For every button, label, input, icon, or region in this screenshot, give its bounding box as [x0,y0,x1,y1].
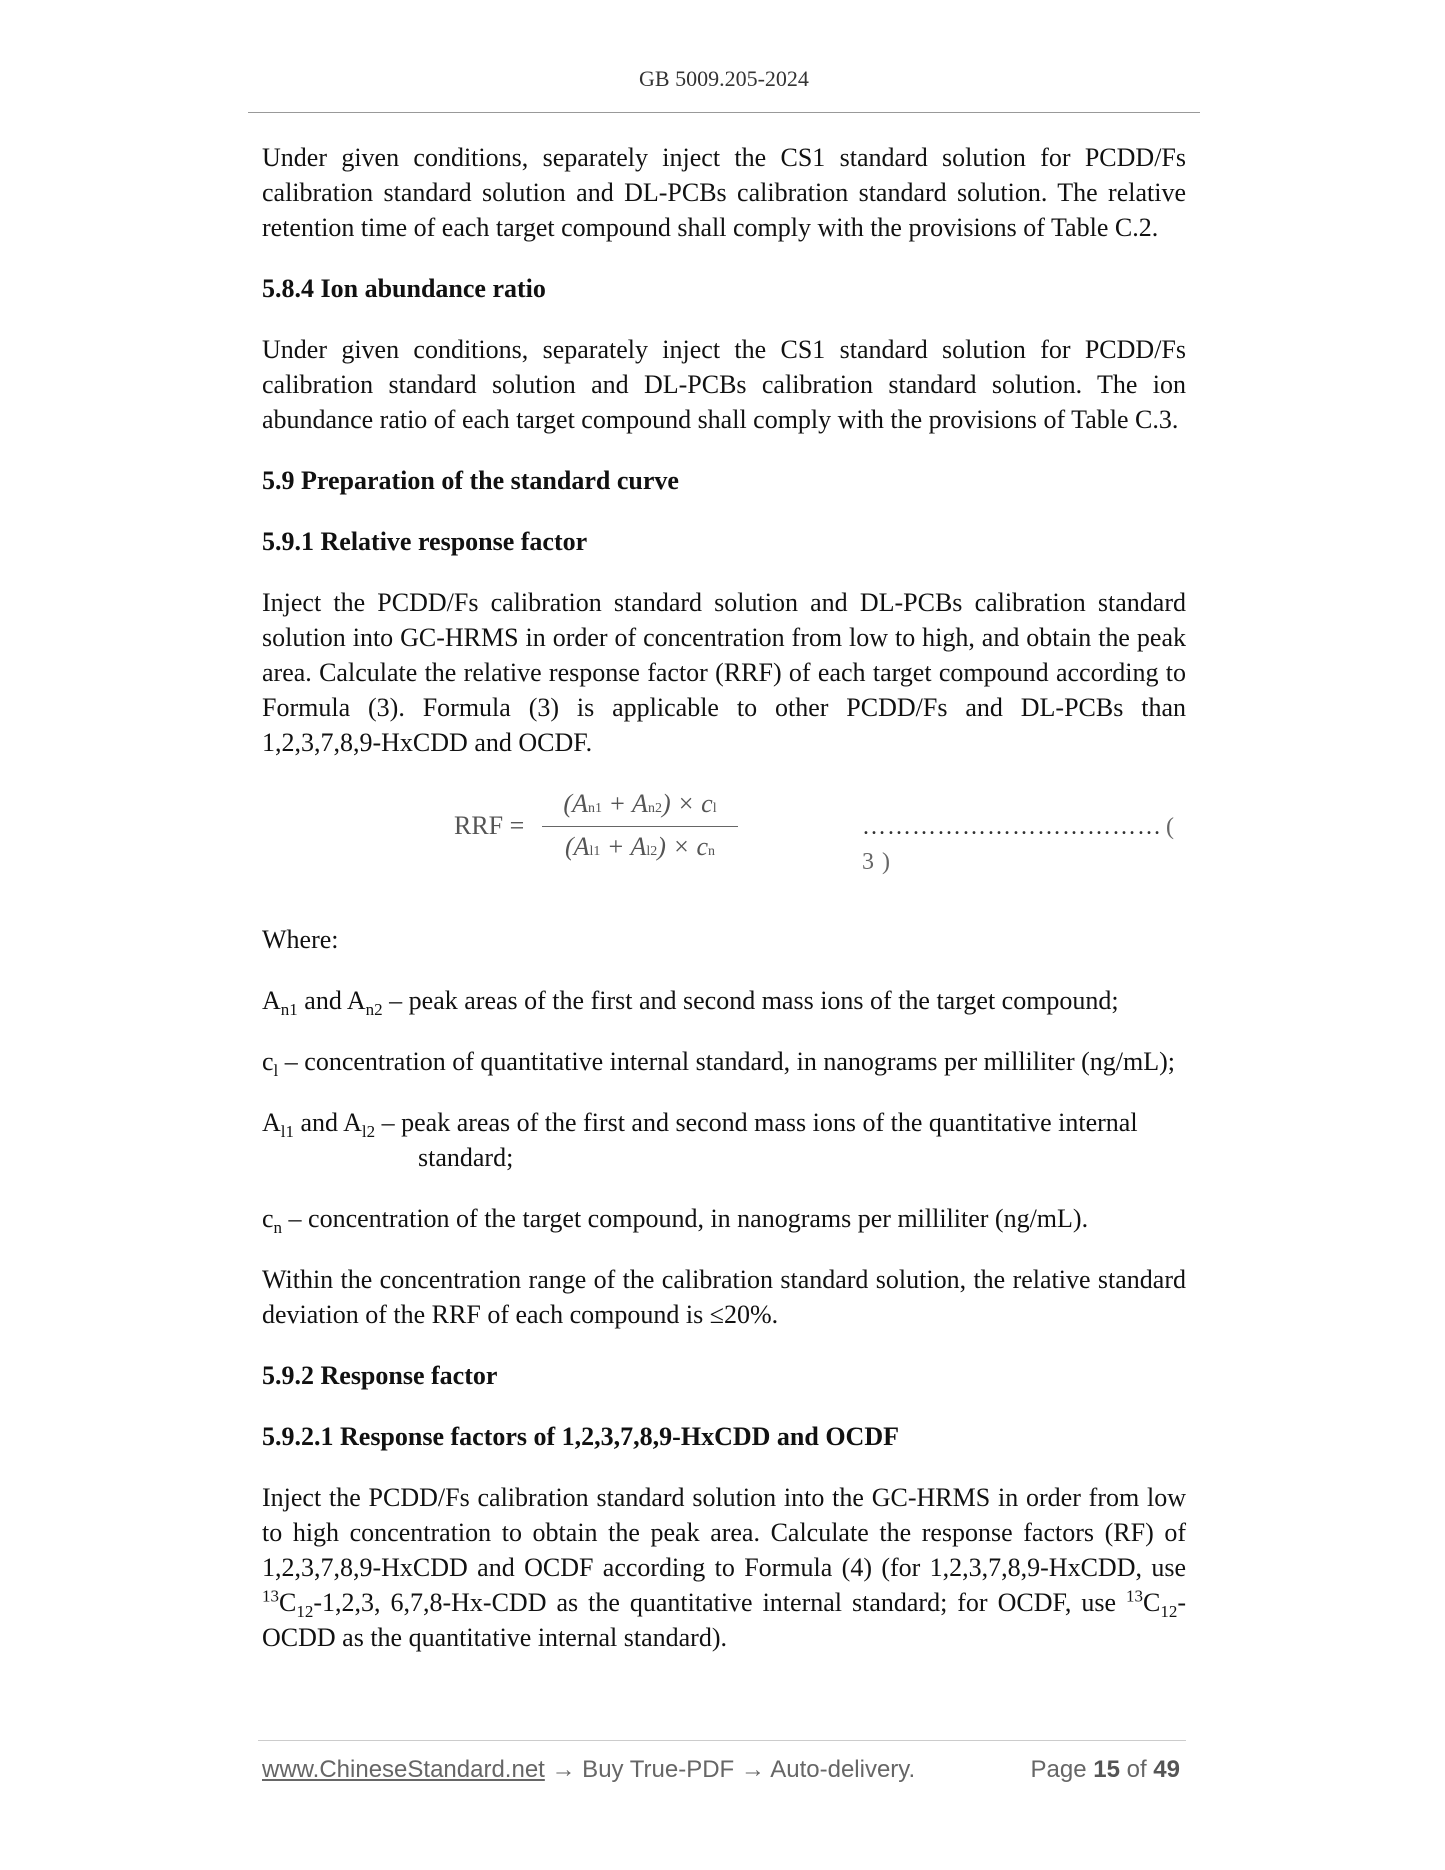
formula-fraction [542,786,738,869]
formula-number: ( 3 ) [862,814,1175,875]
footer-divider [258,1740,1186,1741]
fraction-bar [542,826,738,827]
page-indicator: Page 15 of 49 [1030,1756,1180,1783]
section-heading-5-9-2-1: 5.9.2.1 Response factors of 1,2,3,7,8,9-HxCDD and OCDF [262,1422,899,1451]
formula-denominator: (Al1 + Al2) × cn [564,832,716,861]
definition-cn: $c_n$ – concentration of the target compound, in nanograms per milliliter (ng/mL). [262,1204,1089,1238]
paragraph-response-factors: Inject the PCDD/Fs calibration standard solution into the GC-HRMS in order from low to high concentration to obtain the peak area. Calculate the response factors (RF) of 1,2,3,7,8,9-HxCDD and OCDF according to Formula (4) (for 1,2,3,7,8,9-HxCDD, use $^{13}C_{12}-1,2,3$, 6,7,8-Hx-CDD as the quantitative internal standard; for OCDF, use $^{13}C_{12}$-OCDD as the quantitative internal standard). [262,1483,1186,1652]
section-heading-5-9: 5.9 Preparation of the standard curve [262,466,679,495]
formula-lhs: RRF = [454,811,525,840]
site-link[interactable]: www.ChineseStandard.net [262,1756,545,1783]
section-heading-5-9-1: 5.9.1 Relative response factor [262,527,588,556]
section-heading-5-9-2: 5.9.2 Response factor [262,1361,498,1390]
paragraph-relative-retention-time: Under given conditions, separately inject the CS1 standard solution for PCDD/Fs calibration standard solution and DL-PCBs calibration standard solution. The relative retention time of each target compound shall comply with the provisions of Table C.2. [262,143,1186,242]
page-footer [262,1756,1186,1784]
definition-cl: $c_l$ – concentration of quantitative internal standard, in nanograms per milliliter (ng/mL); [262,1047,1176,1081]
formula-leader-dots: ……………………………… ( 3 ) [862,814,1175,875]
paragraph-rsd: Within the concentration range of the calibration standard solution, the relative standard deviation of the RRF of each compound is ≤20%. [262,1265,1186,1329]
definition-an: $A_{n1}$ and $A_{n2}$ – peak areas of the first and second mass ions of the target compound; [262,986,1119,1020]
formula-numerator: (An1 + An2) × cl [563,789,717,818]
paragraph-ion-abundance: Under given conditions, separately inject the CS1 standard solution for PCDD/Fs calibration standard solution and DL-PCBs calibration standard solution. The ion abundance ratio of each target compound shall comply with the provisions of Table C.3. [262,335,1186,434]
page-body [262,140,1186,1681]
total-pages: 49 [1153,1756,1180,1783]
section-heading-5-8-4: 5.8.4 Ion abundance ratio [262,274,546,303]
paragraph-rrf: Inject the PCDD/Fs calibration standard solution and DL-PCBs calibration standard solution into GC-HRMS in order of concentration from low to high, and obtain the peak area. Calculate the relative response factor (RRF) of each target compound according to Formula (3). Formula (3) is applicable to other PCDD/Fs and DL-PCBs than 1,2,3,7,8,9-HxCDD and OCDF. [262,588,1186,757]
where-label: Where: [262,925,339,954]
formula-3 [262,786,1186,878]
page-header: GB 5009.205-2024 [639,66,809,91]
footer-tagline: → Buy True-PDF → Auto-delivery. [544,1756,916,1783]
header-divider [248,112,1200,113]
current-page: 15 [1093,1756,1120,1783]
definition-al: $A_{l1}$ and $A_{l2}$ – peak areas of the first and second mass ions of the quantitative internal standard; [262,1108,1138,1172]
